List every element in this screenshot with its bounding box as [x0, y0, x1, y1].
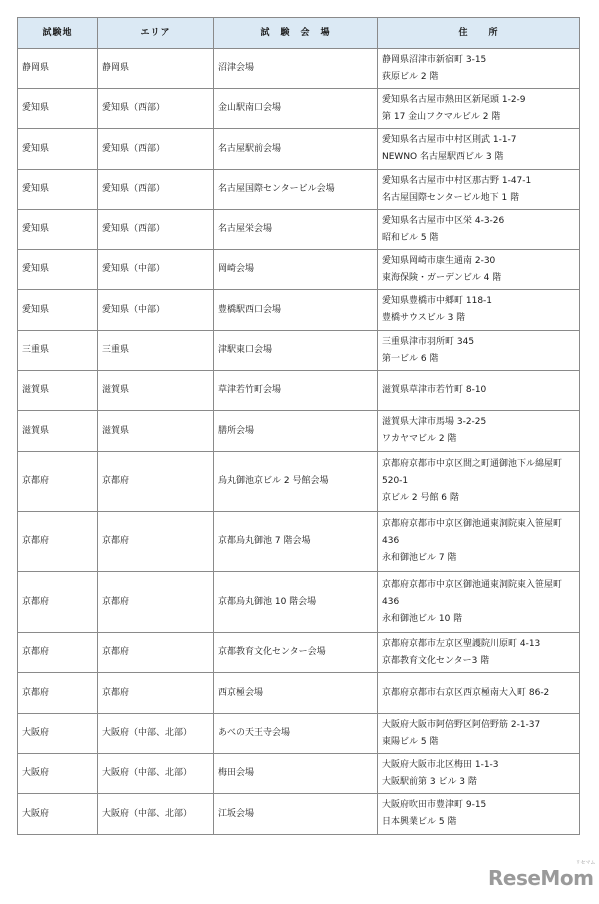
address-line: 520-1: [382, 476, 409, 486]
cell-venue: 京都烏丸御池 10 階会場: [214, 572, 378, 633]
table-row: [18, 512, 580, 572]
address-line: 永和御池ビル 10 階: [382, 613, 463, 624]
cell-venue: 草津若竹町会場: [214, 371, 378, 411]
cell-prefecture: 大阪府: [18, 794, 98, 835]
table-row: [18, 673, 580, 714]
cell-prefecture: 京都府: [18, 452, 98, 512]
header-area: エリア: [98, 18, 214, 49]
cell-address: [378, 210, 580, 250]
table-row: [18, 290, 580, 331]
cell-prefecture: 大阪府: [18, 714, 98, 754]
cell-venue: 京都烏丸御池 7 階会場: [214, 512, 378, 572]
cell-area: 愛知県（西部）: [98, 170, 214, 210]
cell-address: [378, 633, 580, 673]
table-row: [18, 371, 580, 411]
address-line: 日本興業ビル 5 階: [382, 817, 457, 827]
logo-text: ReseMom: [488, 866, 594, 890]
address-line: 東陽ビル 5 階: [382, 736, 439, 747]
cell-venue: 膳所会場: [214, 411, 378, 452]
address-line: 荻原ビル 2 階: [382, 71, 439, 82]
address-line: 静岡県沼津市新宿町 3-15: [382, 54, 487, 65]
address-line: 愛知県名古屋市中区栄 4-3-26: [382, 215, 505, 226]
cell-prefecture: 愛知県: [18, 210, 98, 250]
address-line: 436: [382, 536, 400, 546]
address-line: 大阪駅前第 3 ビル 3 階: [382, 776, 477, 787]
address-line: 滋賀県草津市若竹町 8-10: [382, 385, 487, 395]
address-line: 第 17 金山フクマルビル 2 階: [382, 111, 501, 122]
cell-area: 愛知県（西部）: [98, 89, 214, 129]
cell-area: 大阪府（中部、北部）: [98, 754, 214, 794]
address-line: 京都府京都市左京区聖護院川原町 4-13: [382, 638, 541, 649]
cell-prefecture: 滋賀県: [18, 371, 98, 411]
cell-address: [378, 250, 580, 290]
table-row: [18, 452, 580, 512]
cell-address: [378, 89, 580, 129]
table-row: [18, 794, 580, 835]
cell-area: 愛知県（中部）: [98, 250, 214, 290]
venue-table: [17, 17, 580, 835]
cell-venue: 金山駅南口会場: [214, 89, 378, 129]
cell-venue: 沼津会場: [214, 49, 378, 89]
table-row: [18, 49, 580, 89]
cell-prefecture: 愛知県: [18, 89, 98, 129]
cell-address: [378, 452, 580, 512]
cell-venue: 江坂会場: [214, 794, 378, 835]
cell-venue: あべの天王寺会場: [214, 714, 378, 754]
cell-venue: 梅田会場: [214, 754, 378, 794]
table-row: [18, 170, 580, 210]
cell-area: 京都府: [98, 572, 214, 633]
table-row: [18, 572, 580, 633]
cell-address: [378, 411, 580, 452]
cell-address: [378, 129, 580, 170]
address-line: 大阪府大阪市北区梅田 1-1-3: [382, 759, 499, 770]
cell-prefecture: 愛知県: [18, 129, 98, 170]
address-line: 愛知県豊橋市中郷町 118-1: [382, 296, 493, 306]
table-row: [18, 250, 580, 290]
table-row: [18, 89, 580, 129]
table-row: [18, 210, 580, 250]
address-line: 愛知県名古屋市熱田区新尾頭 1-2-9: [382, 94, 526, 105]
cell-prefecture: 静岡県: [18, 49, 98, 89]
cell-venue: 豊橋駅西口会場: [214, 290, 378, 331]
address-line: 昭和ビル 5 階: [382, 232, 439, 243]
cell-address: [378, 794, 580, 835]
cell-area: 滋賀県: [98, 411, 214, 452]
cell-address: [378, 673, 580, 714]
address-line: 愛知県名古屋市中村区則武 1-1-7: [382, 135, 517, 145]
header-venue: 試 験 会 場: [214, 18, 378, 49]
address-line: 436: [382, 596, 400, 607]
address-line: 豊橋サウスビル 3 階: [382, 313, 466, 323]
cell-area: 三重県: [98, 331, 214, 371]
cell-prefecture: 三重県: [18, 331, 98, 371]
cell-address: [378, 331, 580, 371]
cell-area: 愛知県（西部）: [98, 210, 214, 250]
address-line: NEWNO 名古屋駅西ビル 3 階: [382, 152, 504, 162]
cell-venue: 岡崎会場: [214, 250, 378, 290]
table-row: [18, 633, 580, 673]
cell-area: 大阪府（中部、北部）: [98, 794, 214, 835]
cell-area: 愛知県（中部）: [98, 290, 214, 331]
resemom-logo: [488, 860, 596, 890]
cell-prefecture: 滋賀県: [18, 411, 98, 452]
address-line: 第一ビル 6 階: [382, 353, 439, 364]
cell-venue: 名古屋駅前会場: [214, 129, 378, 170]
cell-prefecture: 愛知県: [18, 290, 98, 331]
cell-venue: 名古屋栄会場: [214, 210, 378, 250]
address-line: 愛知県名古屋市中村区那古野 1-47-1: [382, 175, 532, 186]
cell-address: [378, 290, 580, 331]
cell-prefecture: 愛知県: [18, 250, 98, 290]
cell-area: 大阪府（中部、北部）: [98, 714, 214, 754]
cell-area: 静岡県: [98, 49, 214, 89]
cell-area: 京都府: [98, 633, 214, 673]
cell-area: 愛知県（西部）: [98, 129, 214, 170]
address-line: 京都府京都市中京区御池通東洞院東入笹屋町: [382, 579, 563, 590]
table-row: [18, 754, 580, 794]
address-line: 京都府京都市中京区御池通東洞院東入笹屋町: [382, 519, 563, 529]
cell-address: [378, 170, 580, 210]
header-address: 住 所: [378, 18, 580, 49]
address-line: 永和御池ビル 7 階: [382, 553, 457, 563]
cell-venue: 津駅東口会場: [214, 331, 378, 371]
venue-table-body: [18, 49, 580, 835]
cell-prefecture: 愛知県: [18, 170, 98, 210]
cell-prefecture: 大阪府: [18, 754, 98, 794]
address-line: 京都府京都市右京区西京極南大入町 86-2: [382, 687, 550, 698]
cell-address: [378, 512, 580, 572]
table-row: [18, 411, 580, 452]
address-line: 名古屋国際センタービル地下 1 階: [382, 192, 520, 203]
cell-venue: 西京極会場: [214, 673, 378, 714]
logo-kana: リセマム: [575, 860, 596, 866]
address-line: 京都教育文化センター3 階: [382, 655, 490, 666]
cell-area: 京都府: [98, 673, 214, 714]
address-line: 大阪府大阪市阿倍野区阿倍野筋 2-1-37: [382, 719, 541, 730]
header-prefecture: 試験地: [18, 18, 98, 49]
address-line: 京都府京都市中京区間之町通御池下ル綿屋町: [382, 459, 563, 469]
address-line: 東海保険・ガーデンビル 4 階: [382, 272, 502, 283]
table-row: [18, 129, 580, 170]
cell-prefecture: 京都府: [18, 512, 98, 572]
address-line: 愛知県岡崎市康生通南 2-30: [382, 255, 496, 266]
venue-table-header: [18, 18, 580, 49]
cell-venue: 烏丸御池京ビル 2 号館会場: [214, 452, 378, 512]
cell-address: [378, 754, 580, 794]
cell-area: 京都府: [98, 512, 214, 572]
address-line: 三重県津市羽所町 345: [382, 336, 475, 347]
cell-address: [378, 371, 580, 411]
address-line: 大阪府吹田市豊津町 9-15: [382, 800, 487, 810]
cell-address: [378, 49, 580, 89]
cell-address: [378, 572, 580, 633]
cell-area: 京都府: [98, 452, 214, 512]
address-line: ワカヤマビル 2 階: [382, 434, 457, 444]
cell-area: 滋賀県: [98, 371, 214, 411]
cell-prefecture: 京都府: [18, 572, 98, 633]
table-row: [18, 714, 580, 754]
cell-address: [378, 714, 580, 754]
header-row: [18, 18, 580, 49]
address-line: 滋賀県大津市馬場 3-2-25: [382, 417, 487, 427]
cell-venue: 京都教育文化センター会場: [214, 633, 378, 673]
cell-venue: 名古屋国際センタービル会場: [214, 170, 378, 210]
address-line: 京ビル 2 号館 6 階: [382, 493, 459, 503]
cell-prefecture: 京都府: [18, 633, 98, 673]
table-row: [18, 331, 580, 371]
cell-prefecture: 京都府: [18, 673, 98, 714]
